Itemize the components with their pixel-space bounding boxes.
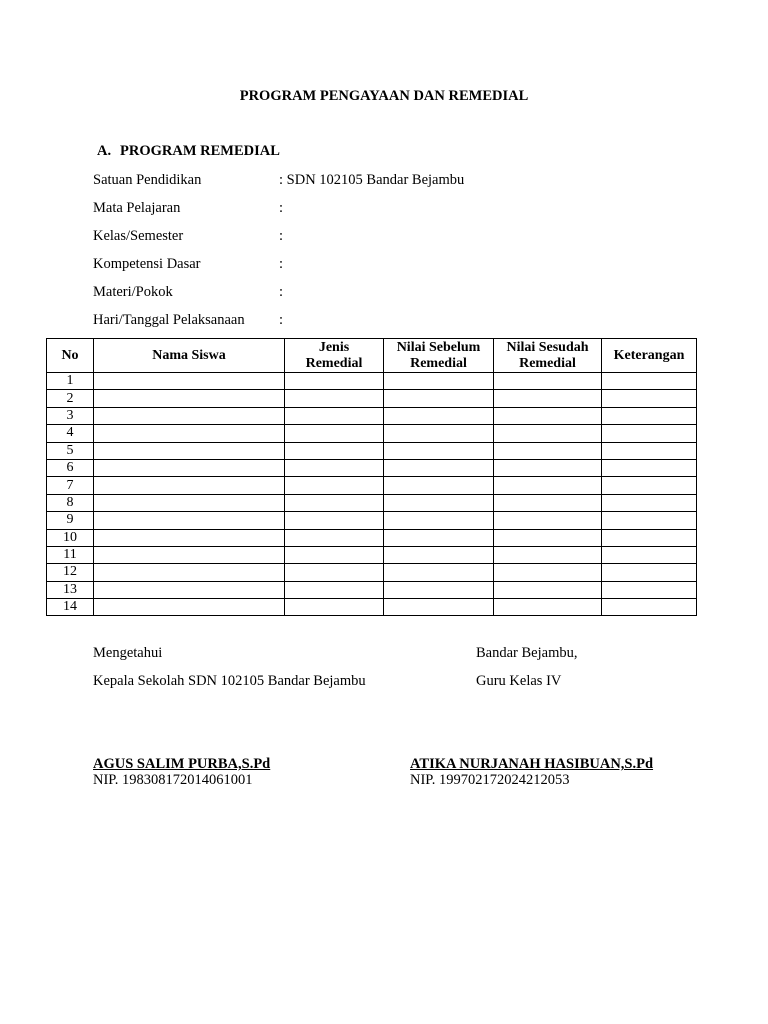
table-row: [47, 546, 697, 563]
cell-nilai-sebelum: [384, 581, 494, 598]
header-nilai-sesudah: [494, 339, 602, 373]
sig-left-line2: Kepala Sekolah SDN 102105 Bandar Bejambu: [93, 673, 366, 689]
cell-nilai-sebelum: [384, 599, 494, 616]
cell-nama-siswa: [94, 512, 285, 529]
cell-nilai-sebelum: [384, 477, 494, 494]
cell-nilai-sebelum: [384, 425, 494, 442]
document-title: PROGRAM PENGAYAAN DAN REMEDIAL: [239, 88, 529, 104]
table-row: [47, 442, 697, 459]
cell-keterangan: [602, 546, 697, 563]
table-row: [47, 564, 697, 581]
cell-nilai-sebelum: [384, 373, 494, 390]
cell-nilai-sebelum: [384, 564, 494, 581]
cell-jenis-remedial: [285, 581, 384, 598]
row-number: 3: [47, 407, 94, 424]
table-row: [47, 425, 697, 442]
header-nama-siswa: Nama Siswa: [94, 339, 285, 373]
cell-nilai-sebelum: [384, 407, 494, 424]
cell-nilai-sesudah: [494, 512, 602, 529]
header-line: Remedial: [305, 355, 363, 371]
info-label: Hari/Tanggal Pelaksanaan: [93, 312, 245, 328]
info-label: Kelas/Semester: [93, 228, 184, 244]
table-header-row: [47, 339, 697, 373]
row-number: 4: [47, 425, 94, 442]
cell-keterangan: [602, 373, 697, 390]
table-row: [47, 477, 697, 494]
info-label: Kompetensi Dasar: [93, 256, 201, 272]
cell-keterangan: [602, 442, 697, 459]
sig-right-line1: Bandar Bejambu,: [476, 645, 578, 661]
table-row: [47, 512, 697, 529]
table-body: [47, 373, 697, 616]
cell-nilai-sesudah: [494, 425, 602, 442]
sig-right-line2: Guru Kelas IV: [476, 673, 562, 689]
row-number: 13: [47, 581, 94, 598]
row-number: 8: [47, 494, 94, 511]
cell-nilai-sebelum: [384, 512, 494, 529]
header-line: Nilai Sesudah: [506, 339, 589, 355]
table-row: [47, 599, 697, 616]
sig-left-line1: Mengetahui: [93, 645, 163, 661]
cell-nilai-sesudah: [494, 599, 602, 616]
cell-nama-siswa: [94, 442, 285, 459]
header-jenis-remedial: [285, 339, 384, 373]
cell-nilai-sesudah: [494, 477, 602, 494]
cell-jenis-remedial: [285, 407, 384, 424]
header-no: No: [47, 339, 94, 373]
cell-jenis-remedial: [285, 512, 384, 529]
table-row: [47, 459, 697, 476]
cell-jenis-remedial: [285, 425, 384, 442]
cell-keterangan: [602, 425, 697, 442]
cell-keterangan: [602, 512, 697, 529]
info-label: Mata Pelajaran: [93, 200, 181, 216]
cell-nama-siswa: [94, 425, 285, 442]
cell-nama-siswa: [94, 546, 285, 563]
cell-nama-siswa: [94, 477, 285, 494]
cell-keterangan: [602, 564, 697, 581]
cell-nama-siswa: [94, 390, 285, 407]
cell-nama-siswa: [94, 529, 285, 546]
headmaster-nip: NIP. 198308172014061001: [93, 772, 253, 788]
row-number: 10: [47, 529, 94, 546]
header-keterangan: Keterangan: [602, 339, 697, 373]
cell-nama-siswa: [94, 459, 285, 476]
header-line: Remedial: [519, 355, 576, 371]
cell-nilai-sebelum: [384, 442, 494, 459]
cell-keterangan: [602, 390, 697, 407]
cell-jenis-remedial: [285, 477, 384, 494]
cell-keterangan: [602, 459, 697, 476]
table-row: [47, 529, 697, 546]
cell-keterangan: [602, 599, 697, 616]
header-line: Jenis: [318, 339, 350, 355]
cell-nilai-sebelum: [384, 529, 494, 546]
cell-nilai-sesudah: [494, 564, 602, 581]
table-row: [47, 581, 697, 598]
remedial-table: [46, 338, 697, 616]
cell-keterangan: [602, 494, 697, 511]
cell-nama-siswa: [94, 564, 285, 581]
cell-jenis-remedial: [285, 494, 384, 511]
cell-nilai-sebelum: [384, 390, 494, 407]
headmaster-name: AGUS SALIM PURBA,S.Pd: [93, 756, 271, 772]
row-number: 12: [47, 564, 94, 581]
cell-keterangan: [602, 477, 697, 494]
section-heading: [97, 143, 280, 160]
cell-nama-siswa: [94, 373, 285, 390]
cell-nilai-sebelum: [384, 494, 494, 511]
header-nilai-sebelum: [384, 339, 494, 373]
cell-nilai-sesudah: [494, 442, 602, 459]
row-number: 5: [47, 442, 94, 459]
row-number: 6: [47, 459, 94, 476]
cell-nilai-sesudah: [494, 390, 602, 407]
info-label: Satuan Pendidikan: [93, 172, 202, 188]
cell-jenis-remedial: [285, 373, 384, 390]
cell-nilai-sesudah: [494, 459, 602, 476]
info-value: :: [279, 256, 284, 272]
cell-nama-siswa: [94, 599, 285, 616]
cell-keterangan: [602, 581, 697, 598]
table-row: [47, 373, 697, 390]
cell-nilai-sesudah: [494, 546, 602, 563]
row-number: 14: [47, 599, 94, 616]
cell-nilai-sesudah: [494, 581, 602, 598]
teacher-name: ATIKA NURJANAH HASIBUAN,S.Pd: [410, 756, 654, 772]
row-number: 2: [47, 390, 94, 407]
cell-jenis-remedial: [285, 390, 384, 407]
info-value: :: [279, 200, 284, 216]
row-number: 7: [47, 477, 94, 494]
cell-jenis-remedial: [285, 459, 384, 476]
cell-nilai-sesudah: [494, 494, 602, 511]
table-row: [47, 407, 697, 424]
header-line: Nilai Sebelum: [396, 339, 481, 355]
cell-keterangan: [602, 407, 697, 424]
teacher-nip: NIP. 199702172024212053: [410, 772, 570, 788]
cell-jenis-remedial: [285, 529, 384, 546]
info-value: :: [279, 284, 284, 300]
info-value: :: [279, 228, 284, 244]
cell-jenis-remedial: [285, 546, 384, 563]
section-letter: A.: [97, 143, 112, 159]
cell-jenis-remedial: [285, 564, 384, 581]
cell-nilai-sesudah: [494, 407, 602, 424]
row-number: 1: [47, 373, 94, 390]
table-row: [47, 494, 697, 511]
cell-nama-siswa: [94, 494, 285, 511]
table-row: [47, 390, 697, 407]
cell-nama-siswa: [94, 581, 285, 598]
row-number: 11: [47, 546, 94, 563]
info-value: : SDN 102105 Bandar Bejambu: [279, 172, 465, 188]
cell-nilai-sesudah: [494, 529, 602, 546]
info-value: :: [279, 312, 284, 328]
cell-keterangan: [602, 529, 697, 546]
section-heading-text: PROGRAM REMEDIAL: [120, 143, 280, 159]
info-label: Materi/Pokok: [93, 284, 173, 300]
row-number: 9: [47, 512, 94, 529]
cell-nilai-sesudah: [494, 373, 602, 390]
header-line: Remedial: [410, 355, 467, 371]
cell-nilai-sebelum: [384, 459, 494, 476]
cell-nama-siswa: [94, 407, 285, 424]
cell-nilai-sebelum: [384, 546, 494, 563]
cell-jenis-remedial: [285, 442, 384, 459]
cell-jenis-remedial: [285, 599, 384, 616]
